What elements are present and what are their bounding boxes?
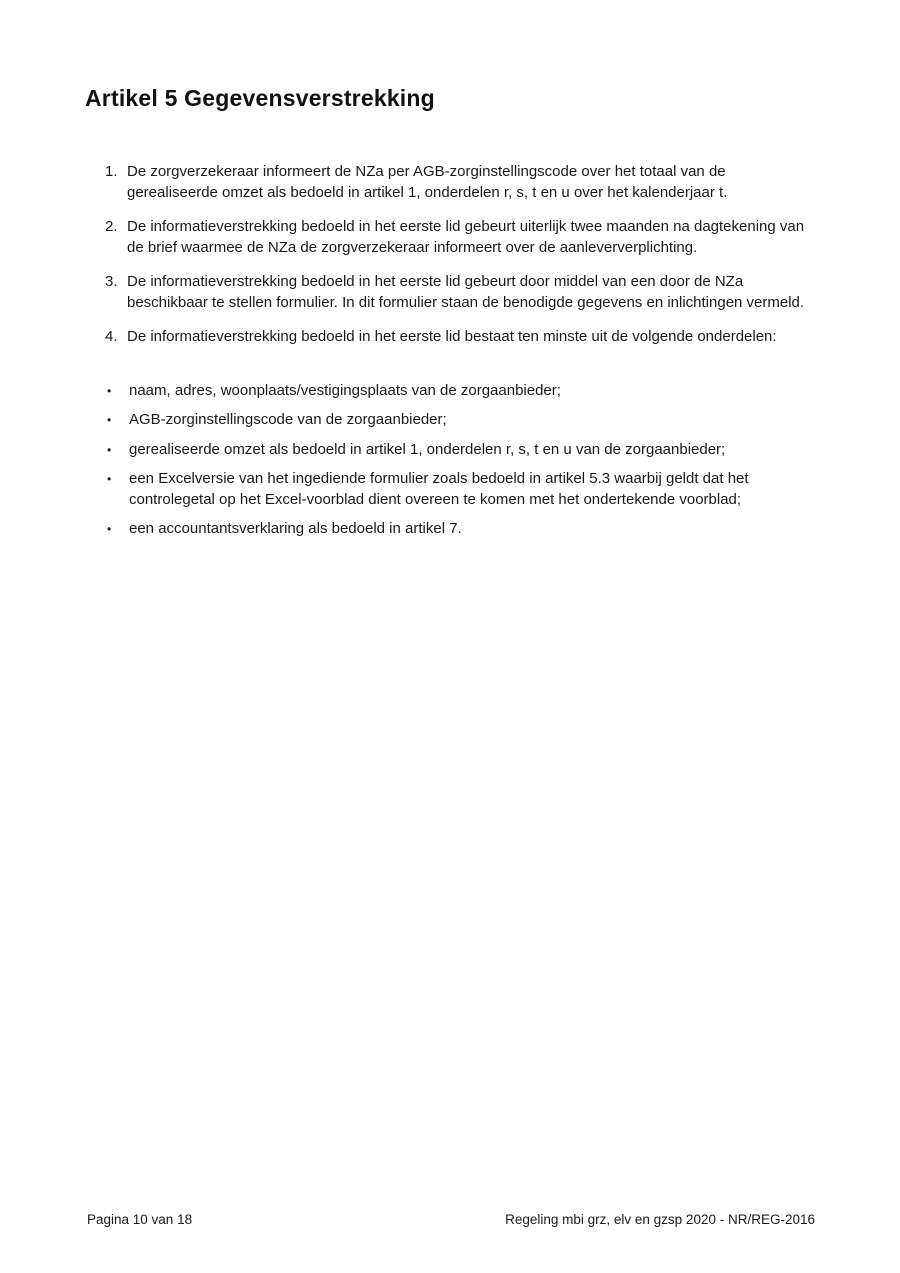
item-number: 1. <box>105 163 118 180</box>
item-text: De informatieverstrekking bedoeld in het eerste lid gebeurt uiterlijk twee maanden na dagtekening van de brief waarmee de NZa de zorgverzekeraar informeert over de aanleververplichting. <box>127 218 805 256</box>
numbered-item <box>105 217 815 258</box>
item-text: een accountantsverklaring als bedoeld in artikel 7. <box>129 520 462 537</box>
bullet-list <box>105 381 815 540</box>
item-text: een Excelversie van het ingediende formulier zoals bedoeld in artikel 5.3 waarbij geldt dat het controlegetal op het Excel-voorblad dient overeen te komen met het ondertekende voorblad; <box>129 470 749 508</box>
item-number: 2. <box>105 218 118 235</box>
item-number: 4. <box>105 328 118 345</box>
list-item <box>105 410 815 431</box>
item-text: De informatieverstrekking bedoeld in het eerste lid gebeurt door middel van een door de NZa beschikbaar te stellen formulier. In dit formulier staan de benodigde gegevens en inlichtingen vermeld. <box>127 273 805 311</box>
page-title: Artikel 5 Gegevensverstrekking <box>85 85 435 111</box>
bullet-marker: • <box>107 383 112 398</box>
page-number: Pagina 10 van 18 <box>87 1212 193 1227</box>
numbered-item <box>105 272 815 313</box>
list-item <box>105 440 815 461</box>
bullet-marker: • <box>107 472 112 486</box>
list-item <box>105 469 815 510</box>
item-text: AGB-zorginstellingscode van de zorgaanbieder; <box>129 411 447 428</box>
list-item <box>105 519 815 540</box>
article-body <box>105 162 815 540</box>
item-text: De informatieverstrekking bedoeld in het eerste lid bestaat ten minste uit de volgende onderdelen: <box>127 328 777 345</box>
bullet-marker: • <box>107 522 112 536</box>
numbered-item <box>105 162 815 203</box>
item-text: naam, adres, woonplaats/vestigingsplaats van de zorgaanbieder; <box>129 381 561 399</box>
list-item <box>105 381 815 402</box>
bullet-marker: • <box>107 442 112 457</box>
item-text: De zorgverzekeraar informeert de NZa per AGB-zorginstellingscode over het totaal van de gerealiseerde omzet als bedoeld in artikel 1, onderdelen r, s, t en u over het kalenderjaar t. <box>127 163 728 201</box>
numbered-item <box>105 327 815 348</box>
bullet-marker: • <box>107 413 112 427</box>
document-reference: Regeling mbi grz, elv en gzsp 2020 - NR/REG-2016 <box>505 1212 815 1227</box>
item-number: 3. <box>105 273 118 290</box>
item-text: gerealiseerde omzet als bedoeld in artikel 1, onderdelen r, s, t en u van de zorgaanbieder; <box>129 440 726 458</box>
page-footer <box>87 1212 815 1227</box>
